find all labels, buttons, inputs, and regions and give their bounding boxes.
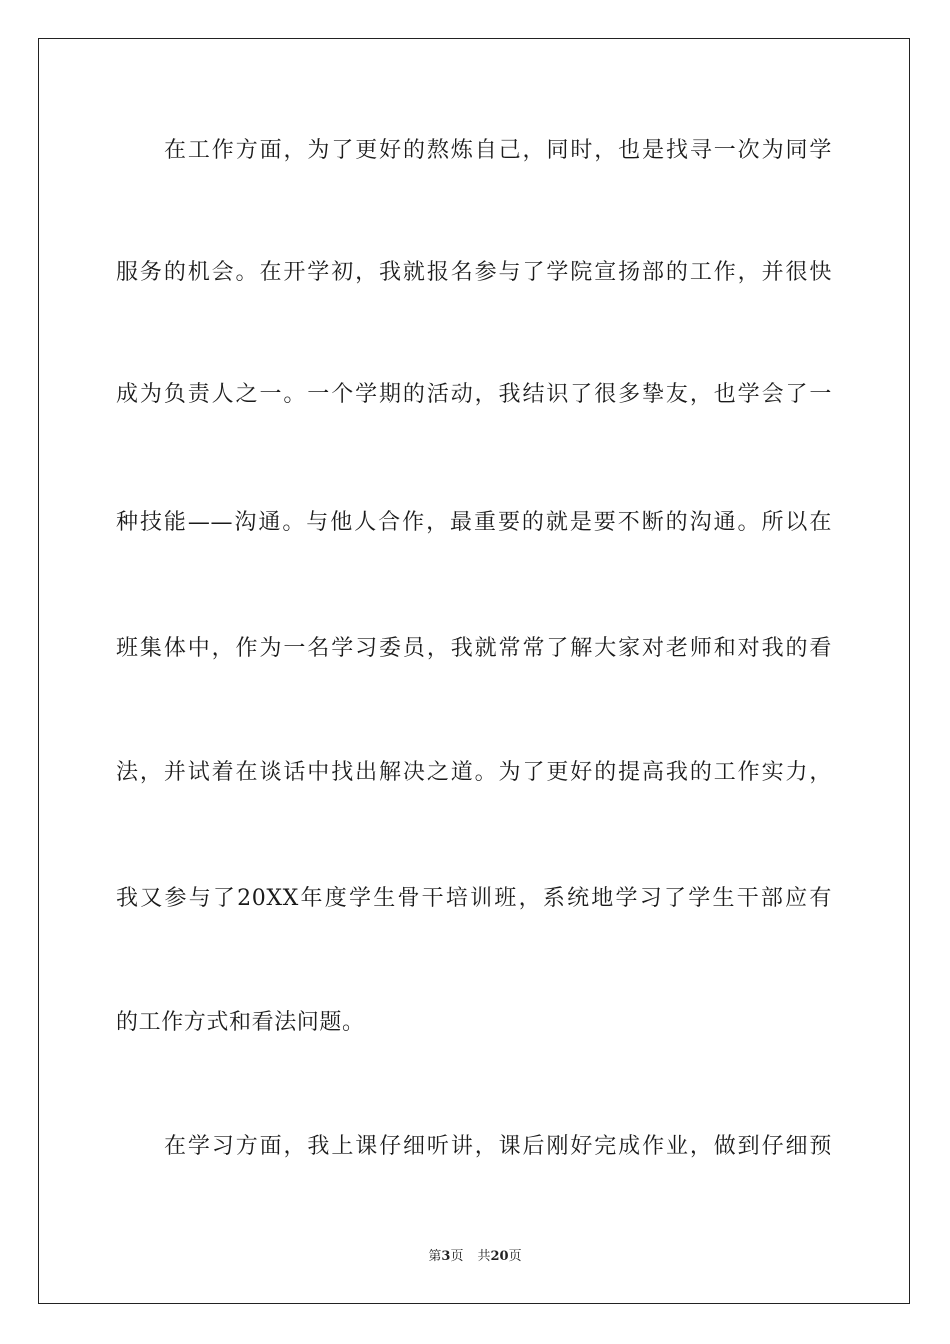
paragraph-1-line-2: 服务的机会。在开学初，我就报名参与了学院宣扬部的工作，并很快 — [116, 260, 832, 285]
paragraph-1-line-6: 法，并试着在谈话中找出解决之道。为了更好的提高我的工作实力， — [116, 760, 832, 785]
paragraph-1-line-1: 在工作方面，为了更好的熬炼自己，同时，也是找寻一次为同学 — [164, 138, 832, 163]
page-suffix: 页 — [450, 1249, 464, 1264]
paragraph-2-line-1: 在学习方面，我上课仔细听讲，课后刚好完成作业，做到仔细预 — [164, 1134, 832, 1159]
page-prefix: 第 — [428, 1249, 442, 1264]
paragraph-1-line-4: 种技能——沟通。与他人合作，最重要的就是要不断的沟通。所以在 — [116, 510, 832, 535]
paragraph-1-line-5: 班集体中，作为一名学习委员，我就常常了解大家对老师和对我的看 — [116, 636, 832, 661]
page-border — [38, 38, 910, 1304]
total-prefix: 共 — [477, 1249, 491, 1264]
paragraph-1-line-3: 成为负责人之一。一个学期的活动，我结识了很多挚友，也学会了一 — [116, 382, 832, 407]
paragraph-1-line-7: 我又参与了20XX年度学生骨干培训班，系统地学习了学生干部应有 — [116, 886, 832, 911]
total-suffix: 页 — [508, 1249, 522, 1264]
page-footer — [0, 1248, 950, 1266]
page-current: 3 — [441, 1249, 451, 1264]
page-total: 20 — [490, 1249, 509, 1264]
paragraph-1-line-8: 的工作方式和看法问题。 — [116, 1010, 365, 1035]
